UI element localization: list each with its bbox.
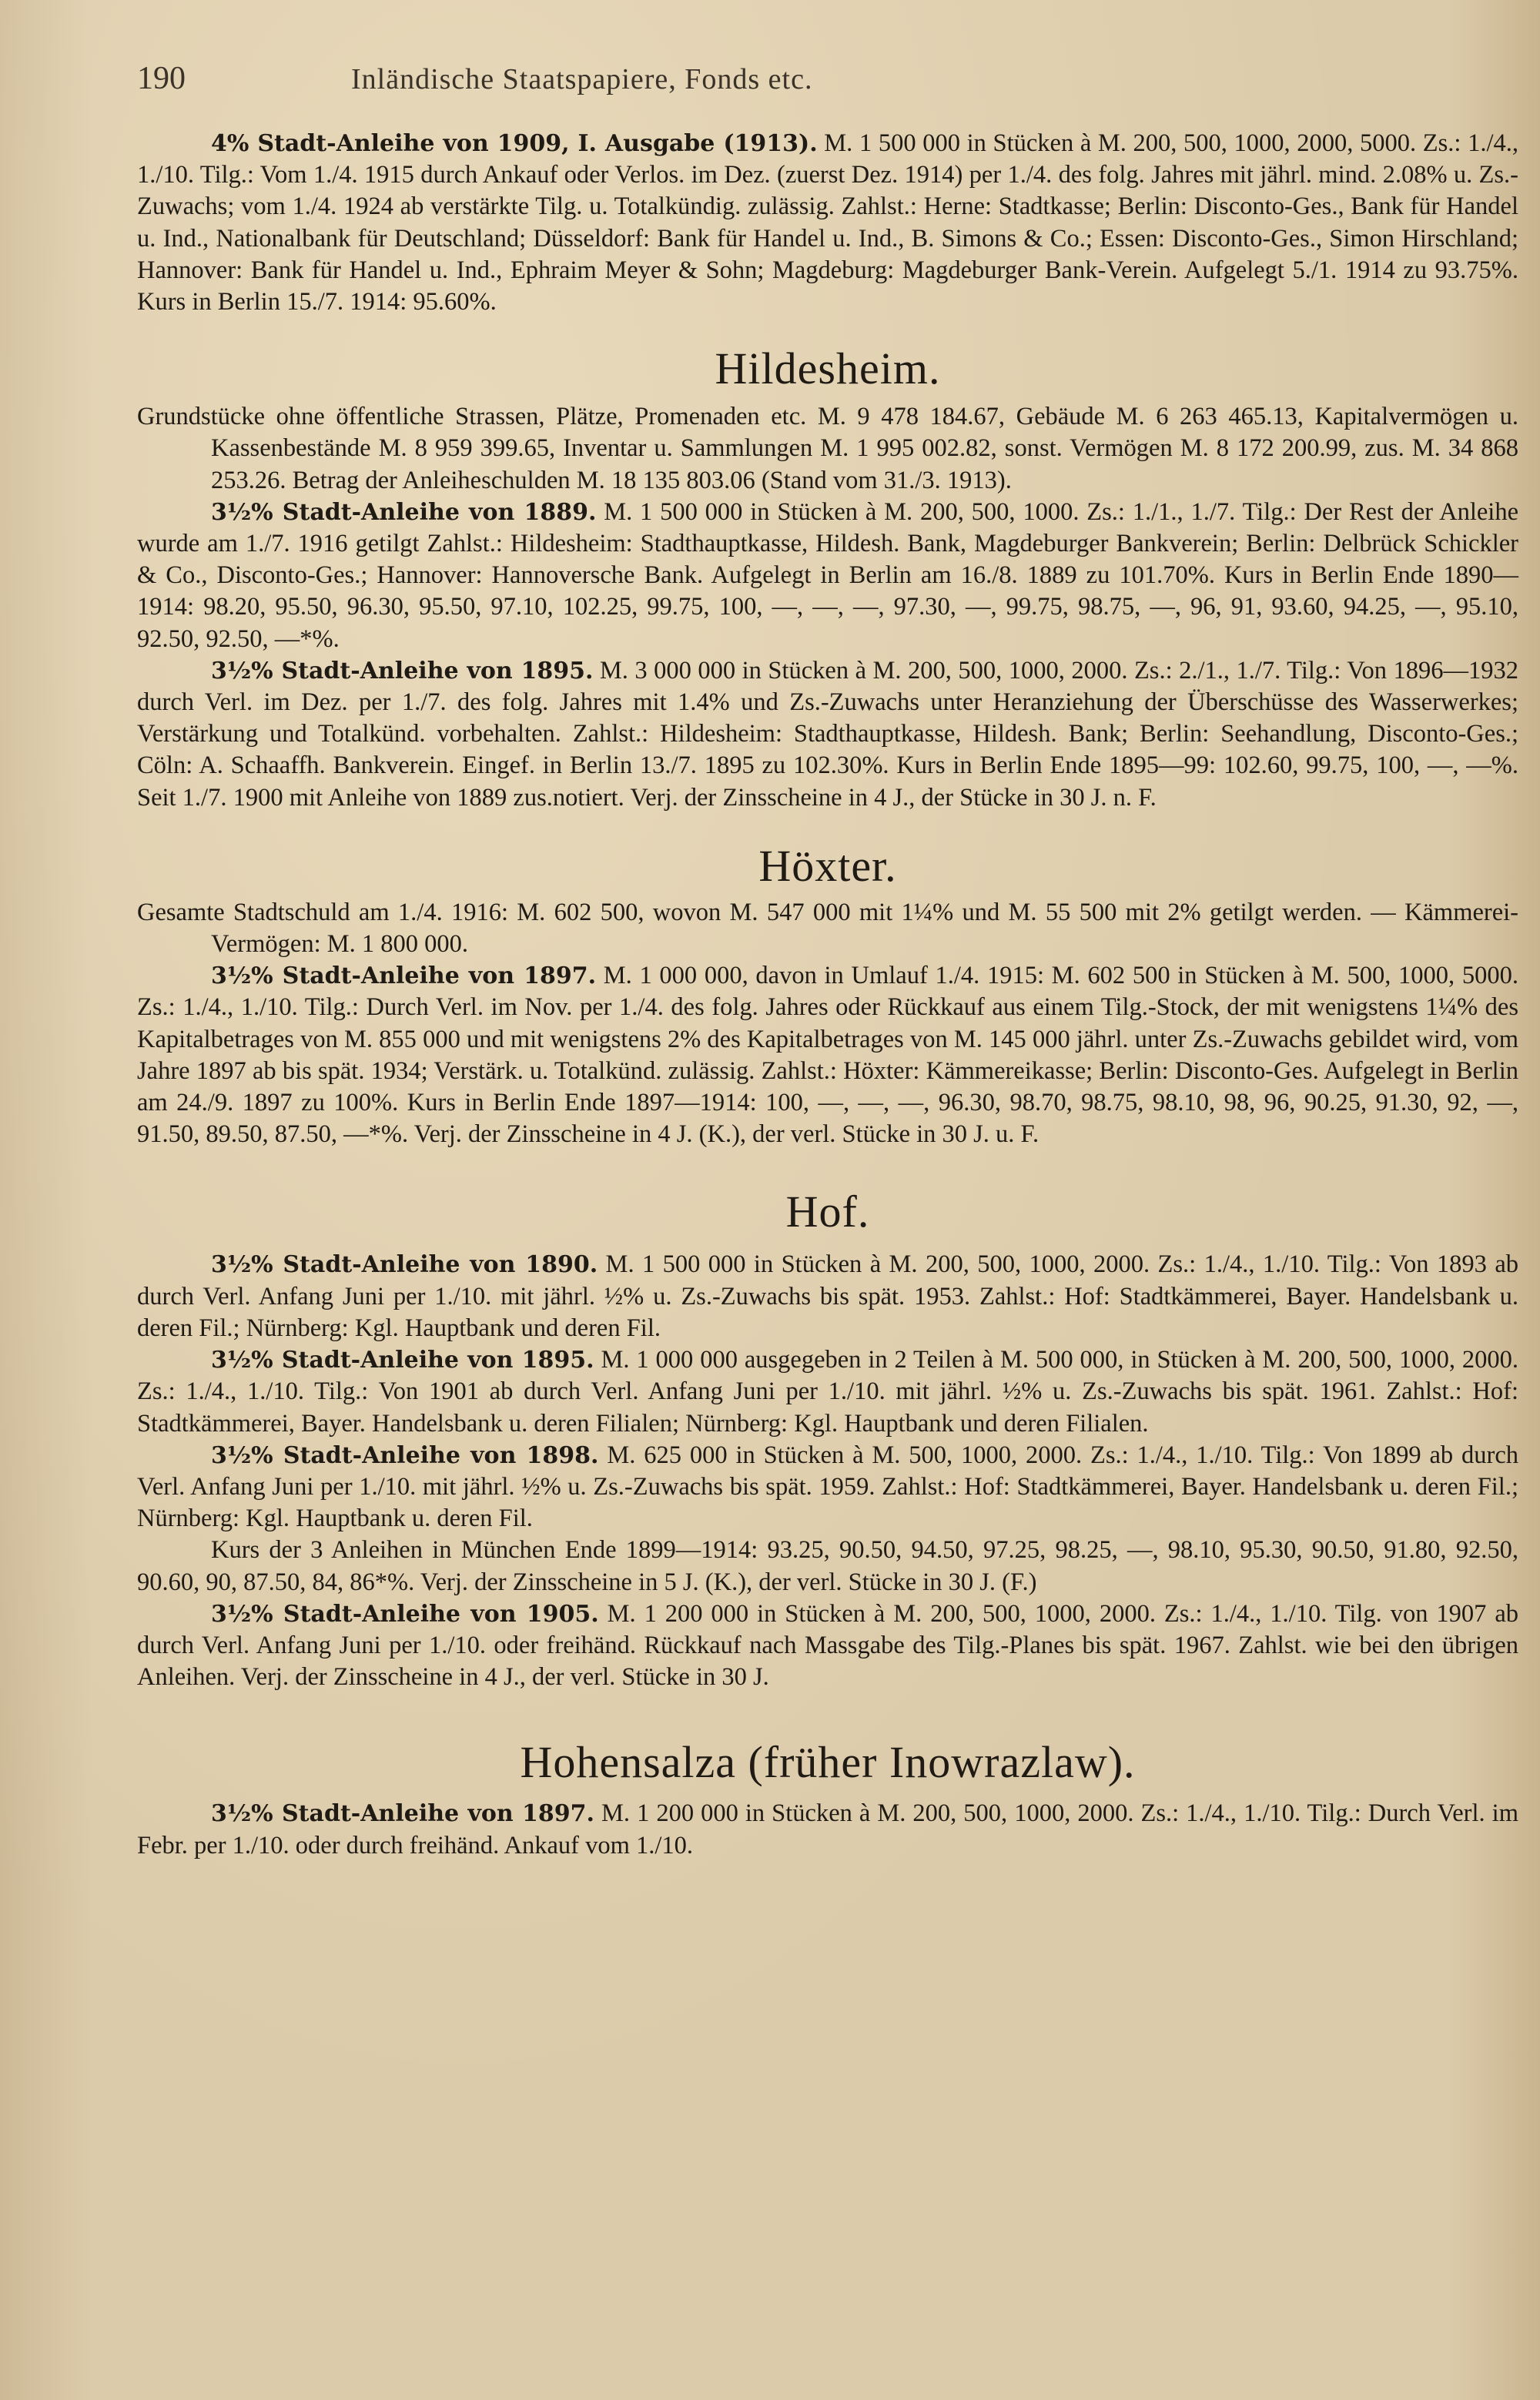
loan-details: M. 1 200 000 in Stücken à M. 200, 500, 1000, 2000. Zs.: 1./4., 1./10. Tilg. von 1907 ab durch Verl. Anfang Juni per 1./10. oder freihänd. Rückkauf nach Massgabe des Tilg.-Planes bis spät. 1967. Zahlst. wie bei den übrigen Anleihen. Verj. der Zinsscheine in 4 J., der verl. Stücke in 30 J. — [137, 1599, 1518, 1692]
loan-details: M. 1 500 000 in Stücken à M. 200, 500, 1000. Zs.: 1./1., 1./7. Tilg.: Der Rest der Anleihe wurde am 1./7. 1916 getilgt Zahlst.: Hildesheim: Stadthauptkasse, Hildesh. Bank, Magdeburger Bankverein; Berlin: Delbrück Schickler & Co., Disconto-Ges.; Hannover: Hannoversche Bank. Aufgelegt in Berlin am 16./8. 1889 zu 101.70%. Kurs in Berlin Ende 1890—1914: 98.20, 95.50, 96.30, 95.50, 97.10, 102.25, 99.75, 100, —, —, —, 97.30, —, 99.75, 98.75, —, 96, 91, 93.60, 94.25, —, 95.10, 92.50, 92.50, —*%. — [137, 497, 1518, 653]
herne-loan-entry — [137, 128, 1518, 318]
hohensalza-loan-1897 — [137, 1798, 1518, 1861]
running-title: Inländische Staatspapiere, Fonds etc. — [351, 63, 813, 95]
hof-loan-1898 — [137, 1440, 1518, 1535]
loan-heading: 3½% Stadt-Anleihe von 1895. — [211, 1347, 594, 1374]
loan-heading: 3½% Stadt-Anleihe von 1905. — [211, 1600, 599, 1628]
loan-heading: 3½% Stadt-Anleihe von 1890. — [211, 1251, 598, 1279]
loan-details: M. 625 000 in Stücken à M. 500, 1000, 2000. Zs.: 1./4., 1./10. Tilg.: Von 1899 ab durch Verl. Anfang Juni per 1./10. mit jährl. ½% u. Zs.-Zuwachs bis spät. 1959. Zahlst.: Hof: Stadtkämmerei, Bayer. Handelsbank u. deren Fil.; Nürnberg: Kgl. Hauptbank u. deren Fil. — [137, 1441, 1518, 1533]
section-title-hoexter: Höxter. — [758, 840, 897, 891]
loan-details: M. 1 500 000 in Stücken à M. 200, 500, 1000, 2000. Zs.: 1./4., 1./10. Tilg.: Von 1893 ab durch Verl. Anfang Juni per 1./10. mit jährl. ½% u. Zs.-Zuwachs bis spät. 1953. Zahlst.: Hof: Stadtkämmerei, Bayer. Handelsbank u. deren Fil.; Nürnberg: Kgl. Hauptbank und deren Fil. — [137, 1250, 1518, 1342]
loan-heading: 3½% Stadt-Anleihe von 1897. — [211, 962, 597, 990]
loan-heading: 3½% Stadt-Anleihe von 1897. — [211, 1800, 594, 1828]
loan-heading: 3½% Stadt-Anleihe von 1895. — [211, 657, 594, 685]
page-number: 190 — [137, 61, 186, 96]
hof-loan-1890 — [137, 1249, 1518, 1344]
hoexter-loan-1897 — [137, 960, 1518, 1150]
loan-heading: 3½% Stadt-Anleihe von 1898. — [211, 1441, 599, 1469]
page-header — [137, 60, 1518, 106]
loan-details: M. 1 000 000 ausgegeben in 2 Teilen à M. 500 000, in Stücken à M. 200, 500, 1000, 2000. Zs.: 1./4., 1./10. Tilg.: Von 1901 ab durch Verl. Anfang Juni per 1./10. mit jährl. ½% u. Zs.-Zuwachs bis spät. 1961. Zahlst.: Hof: Stadtkämmerei, Bayer. Handelsbank u. deren Filialen; Nürnberg: Kgl. Hauptbank und deren Filialen. — [137, 1346, 1518, 1438]
hof-loan-1895 — [137, 1344, 1518, 1440]
hof-loan-1905 — [137, 1598, 1518, 1694]
loan-details: M. 1 500 000 in Stücken à M. 200, 500, 1000, 2000, 5000. Zs.: 1./4., 1./10. Tilg.: Vom 1./4. 1915 durch Ankauf oder Verlos. im Dez. (zuerst Dez. 1914) per 1./4. des folg. Jahres mit jährl. mind. 2.08% u. Zs.-Zuwachs; vom 1./4. 1924 ab verstärkte Tilg. u. Totalkündig. zulässig. Zahlst.: Herne: Stadtkasse; Berlin: Disconto-Ges., Bank für Handel u. Ind., Nationalbank für Deutschland; Düsseldorf: Bank für Handel u. Ind., B. Simons & Co.; Essen: Disconto-Ges., Simon Hirschland; Hannover: Bank für Handel u. Ind., Ephraim Meyer & Sohn; Magdeburg: Magdeburger Bank-Verein. Aufgelegt 5./1. 1914 zu 93.75%. Kurs in Berlin 15./7. 1914: 95.60%. — [137, 129, 1518, 316]
loan-details: M. 1 200 000 in Stücken à M. 200, 500, 1000, 2000. Zs.: 1./4., 1./10. Tilg.: Durch Verl. im Febr. per 1./10. oder durch freihänd. Ankauf vom 1./10. — [137, 1799, 1518, 1859]
loan-heading: 3½% Stadt-Anleihe von 1889. — [211, 498, 597, 526]
loan-details: M. 1 000 000, davon in Umlauf 1./4. 1915: M. 602 500 in Stücken à M. 500, 1000, 5000. Zs.: 1./4., 1./10. Tilg.: Durch Verl. im Nov. per 1./4. des folg. Jahres oder Rückkauf aus einem Tilg.-Stock, der mit wenigstens 1¼% des Kapitalbetrages von M. 855 000 und mit wenigstens 2% des Kapitalbetrages von M. 145 000 jährl. unter Zs.-Zuwachs gebildet wird, vom Jahre 1897 ab bis spät. 1934; Verstärk. u. Totalkünd. zulässig. Zahlst.: Höxter: Kämmereikasse; Berlin: Disconto-Ges. Aufgelegt in Berlin am 24./9. 1897 zu 100%. Kurs in Berlin Ende 1897—1914: 100, —, —, —, 96.30, 98.70, 98.75, 98.10, 98, 96, 90.25, 91.30, 92, —, 91.50, 89.50, 87.50, —*%. Verj. der Zinsscheine in 4 J. (K.), der verl. Stücke in 30 J. u. F. — [137, 962, 1518, 1149]
section-title-hof: Hof. — [785, 1187, 870, 1237]
loan-details: M. 3 000 000 in Stücken à M. 200, 500, 1000, 2000. Zs.: 2./1., 1./7. Tilg.: Von 1896—1932 durch Verl. im Dez. per 1./7. des folg. Jahres mit 1.4% und Zs.-Zuwachs unter Heranziehung der Überschüsse des Wasserwerkes; Verstärkung und Totalkünd. vorbehalten. Zahlst.: Hildesheim: Stadthauptkasse, Hildesh. Bank; Berlin: Seehandlung, Disconto-Ges.; Cöln: A. Schaaffh. Bankverein. Eingef. in Berlin 13./7. 1895 zu 102.30%. Kurs in Berlin Ende 1895—99: 102.60, 99.75, 100, —, —%. Seit 1./7. 1900 mit Anleihe von 1889 zus.notiert. Verj. der Zinsscheine in 4 J., der Stücke in 30 J. n. F. — [137, 656, 1519, 812]
section-title-hohensalza: Hohensalza (früher Inowrazlaw). — [520, 1737, 1136, 1788]
hildesheim-loan-1895 — [137, 655, 1518, 814]
hoexter-summary: Gesamte Stadtschuld am 1./4. 1916: M. 602 500, wovon M. 547 000 mit 1¼% und M. 55 500 mit 2% getilgt werden. — Kämmerei-Vermögen: M. 1 800 000. — [137, 898, 1518, 959]
loan-heading: 4% Stadt-Anleihe von 1909, I. Ausgabe (1913). — [211, 130, 818, 157]
hildesheim-summary: Grundstücke ohne öffentliche Strassen, Plätze, Promenaden etc. M. 9 478 184.67, Gebäude M. 6 263 465.13, Kapitalvermögen u. Kassenbestände M. 8 959 399.65, Inventar u. Sammlungen M. 1 995 002.82, sonst. Vermögen M. 8 172 200.99, zus. M. 34 868 253.26. Betrag der Anleiheschulden M. 18 135 803.06 (Stand vom 31./3. 1913). — [137, 403, 1518, 494]
section-title-hildesheim: Hildesheim. — [715, 343, 941, 394]
hof-kurs-note: Kurs der 3 Anleihen in München Ende 1899—1914: 93.25, 90.50, 94.50, 97.25, 98.25, —, 98.10, 95.30, 90.50, 91.80, 92.50, 90.60, 90, 87.50, 84, 86*%. Verj. der Zinsscheine in 5 J. (K.), der verl. Stücke in 30 J. (F.) — [137, 1536, 1518, 1596]
hildesheim-loan-1889 — [137, 497, 1518, 655]
